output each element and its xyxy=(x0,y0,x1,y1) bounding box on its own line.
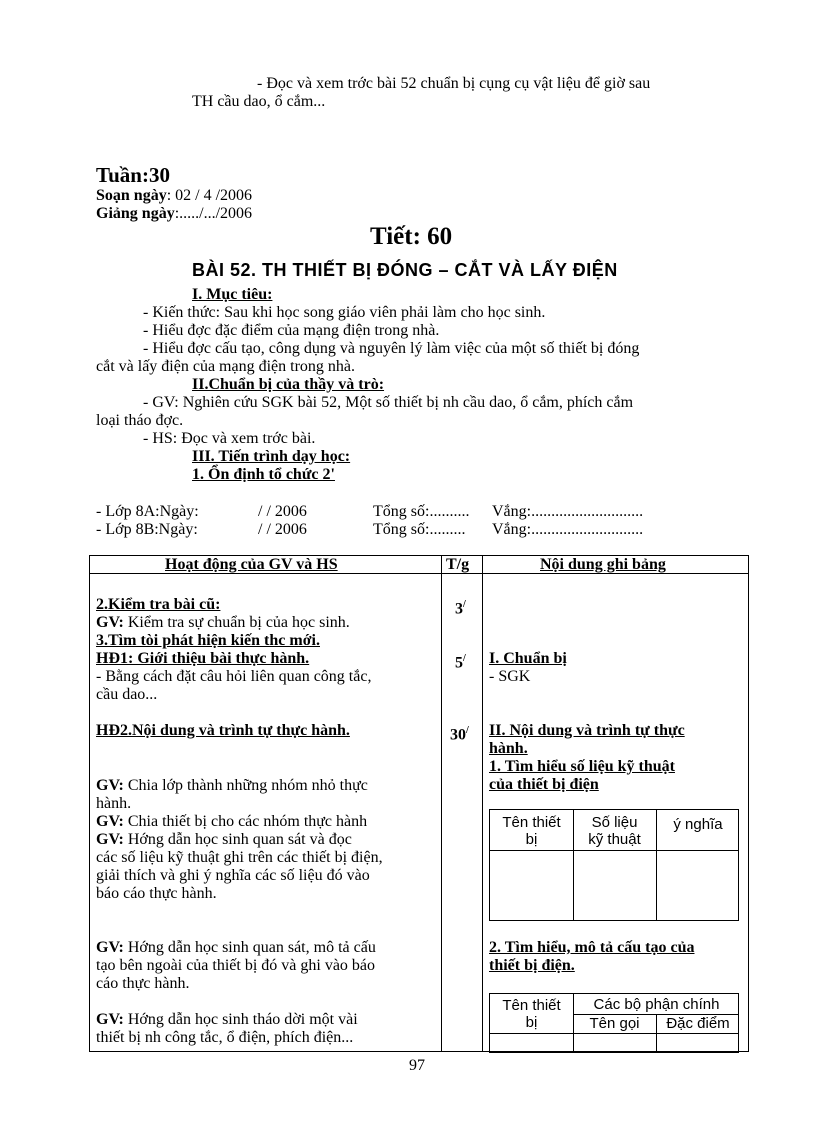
board-prep-heading: I. Chuẩn bị xyxy=(489,650,567,667)
objective-2: - Hiểu đợc đặc điểm của mạng điện trong nhà. xyxy=(143,322,440,339)
prep-date-value: : 02 / 4 /2006 xyxy=(166,187,253,204)
struct-header-device-l2: bị xyxy=(525,1014,538,1031)
attendance-8b-total: Tổng số:......... xyxy=(373,521,466,538)
check-heading: 2.Kiểm tra bài cũ: xyxy=(96,596,221,613)
gv-label: GV: xyxy=(96,614,124,631)
minute-mark: / xyxy=(466,725,469,736)
gv-observe-text: Hớng dẫn học sinh quan sát, mô tả cấu xyxy=(123,939,376,956)
gv-label: GV: xyxy=(96,939,124,956)
attendance-8b-absent: Vắng:............................ xyxy=(492,521,644,538)
time-5 xyxy=(455,650,466,672)
attendance-8a-date: / / 2006 xyxy=(258,503,307,520)
header-activity: Hoạt động của GV và HS xyxy=(165,556,338,573)
step1-heading-a: 1. Tìm hiểu số liệu kỹ thuật xyxy=(489,758,675,775)
structure-table xyxy=(489,993,739,1053)
lesson-number: Tiết: 60 xyxy=(370,223,453,250)
hd1-text-a: - Bằng cách đặt câu hỏi liên quan công tắc, xyxy=(96,668,372,685)
teacher-prep-b: loại tháo đợc. xyxy=(96,412,184,429)
attendance-8b-class: - Lớp 8B:Ngày: xyxy=(96,521,198,538)
spec-header-data-l2: kỹ thuật xyxy=(588,831,641,848)
column-divider xyxy=(441,556,442,1051)
step1-heading-b: của thiết bị điện xyxy=(489,776,599,793)
objectives-heading: I. Mục tiêu: xyxy=(192,286,273,303)
check-text xyxy=(96,614,350,632)
discover-heading: 3.Tìm tòi phát hiện kiến thc mới. xyxy=(96,632,320,649)
struct-header-parts: Các bộ phận chính xyxy=(593,996,720,1013)
check-content: Kiểm tra sự chuẩn bị của học sinh. xyxy=(123,614,350,631)
board-prep-item: - SGK xyxy=(489,668,531,685)
step2-heading-a: 2. Tìm hiểu, mô tả cấu tạo của xyxy=(489,939,695,956)
gv-distribute xyxy=(96,813,367,831)
gv-observe-c: cáo thực hành. xyxy=(96,975,190,992)
gv-label: GV: xyxy=(96,1011,124,1028)
spec-row-divider xyxy=(490,850,738,851)
gv-group-b: hành. xyxy=(96,795,132,812)
objective-3b: cắt và lấy điện của mạng điện trong nhà. xyxy=(96,358,356,375)
week-label: Tuần: xyxy=(96,163,149,187)
process-heading: III. Tiến trình dạy học: xyxy=(192,448,351,465)
time-value: 5 xyxy=(455,654,463,672)
gv-observe-a xyxy=(96,939,376,957)
attendance-8a-absent: Vắng:............................ xyxy=(492,503,644,520)
gv-observe-b: tạo bên ngoài của thiết bị đó và ghi vào báo xyxy=(96,957,376,974)
minute-mark: / xyxy=(463,653,466,664)
spec-header-device-l2: bị xyxy=(525,831,538,848)
board-content-heading-b: hành. xyxy=(489,740,528,757)
gv-disassemble-text: Hớng dẫn học sinh tháo dời một vài xyxy=(123,1011,358,1028)
board-content-heading-a: II. Nội dung và trình tự thực xyxy=(489,722,685,739)
spec-header-device xyxy=(490,814,573,848)
struct-header-device-l1: Tên thiết xyxy=(502,997,561,1014)
gv-label: GV: xyxy=(96,831,124,848)
gv-guide-text: Hớng dẫn học sinh quan sát và đọc xyxy=(123,831,352,848)
teacher-prep-a: - GV: Nghiên cứu SGK bài 52, Một số thiết bị nh cầu dao, ổ cắm, phích cắm xyxy=(143,394,634,411)
teach-date-value: :...../.../2006 xyxy=(174,205,253,222)
week-value: 30 xyxy=(148,163,170,187)
page-number: 97 xyxy=(409,1057,425,1074)
spec-header-data xyxy=(573,814,656,848)
gv-guide-b: các số liệu kỹ thuật ghi trên các thiết bị điện, xyxy=(96,849,383,866)
hd1-heading: HĐ1: Giới thiệu bài thực hành. xyxy=(96,650,310,667)
prep-date-line xyxy=(96,187,252,205)
header-board: Nội dung ghi bảng xyxy=(540,556,666,573)
spec-header-device-l1: Tên thiết xyxy=(502,814,561,831)
gv-disassemble-b: thiết bị nh công tắc, ổ điện, phích điện... xyxy=(96,1029,354,1046)
minute-mark: / xyxy=(463,599,466,610)
gv-label: GV: xyxy=(96,813,124,830)
gv-group-text: Chia lớp thành những nhóm nhỏ thực xyxy=(123,777,368,794)
teach-date-label: Giảng ngày xyxy=(96,205,175,222)
intro-line-1: - Đọc và xem trớc bài 52 chuẩn bị cụng cụ vật liệu để giờ sau xyxy=(257,75,651,92)
hd2-heading: HĐ2.Nội dung và trình tự thực hành. xyxy=(96,722,350,739)
step2-heading-b: thiết bị điện. xyxy=(489,957,575,974)
gv-group-a xyxy=(96,777,368,795)
hd1-text-b: cầu dao... xyxy=(96,686,158,703)
objective-1: - Kiến thức: Sau khi học song giáo viên phải làm cho học sinh. xyxy=(143,304,546,321)
gv-guide-a xyxy=(96,831,352,849)
attendance-8b-date: / / 2006 xyxy=(258,521,307,538)
struct-header-name: Tên gọi xyxy=(589,1015,640,1032)
gv-guide-d: báo cáo thực hành. xyxy=(96,885,217,902)
spec-header-meaning: ý nghĩa xyxy=(673,816,723,833)
gv-label: GV: xyxy=(96,777,124,794)
attendance-8a-class: - Lớp 8A:Ngày: xyxy=(96,503,199,520)
objective-3a: - Hiểu đợc cấu tạo, công dụng và nguyên lý làm việc của một số thiết bị đóng xyxy=(143,340,640,357)
attendance-8a-total: Tổng số:.......... xyxy=(373,503,470,520)
gv-distribute-text: Chia thiết bị cho các nhóm thực hành xyxy=(123,813,368,830)
preparation-heading: II.Chuẩn bị của thầy và trò: xyxy=(192,376,385,393)
header-time: T/g xyxy=(446,556,470,573)
time-value: 3 xyxy=(455,600,463,618)
lesson-table xyxy=(89,555,749,1052)
spec-table xyxy=(489,809,739,921)
gv-guide-c: giải thích và ghi ý nghĩa các số liệu đó vào xyxy=(96,867,370,884)
struct-header-device xyxy=(490,997,573,1031)
spec-header-data-l1: Số liệu xyxy=(591,814,638,831)
organization-heading: 1. Ổn định tổ chức 2' xyxy=(192,466,335,483)
intro-line-2: TH cầu dao, ổ cắm... xyxy=(192,93,326,110)
column-divider xyxy=(482,556,483,1051)
student-prep: - HS: Đọc và xem trớc bài. xyxy=(143,430,316,447)
time-30 xyxy=(450,722,469,744)
time-3 xyxy=(455,596,466,618)
teach-date-line xyxy=(96,205,252,223)
lesson-title: BÀI 52. TH THIẾT BỊ ĐÓNG – CẮT VÀ LẤY ĐIỆN xyxy=(192,260,618,280)
week-line xyxy=(96,163,170,187)
prep-date-label: Soạn ngày xyxy=(96,187,167,204)
time-value: 30 xyxy=(450,726,466,744)
gv-disassemble-a xyxy=(96,1011,358,1029)
struct-row-divider xyxy=(490,1033,738,1034)
struct-header-feature: Đặc điểm xyxy=(666,1015,730,1032)
